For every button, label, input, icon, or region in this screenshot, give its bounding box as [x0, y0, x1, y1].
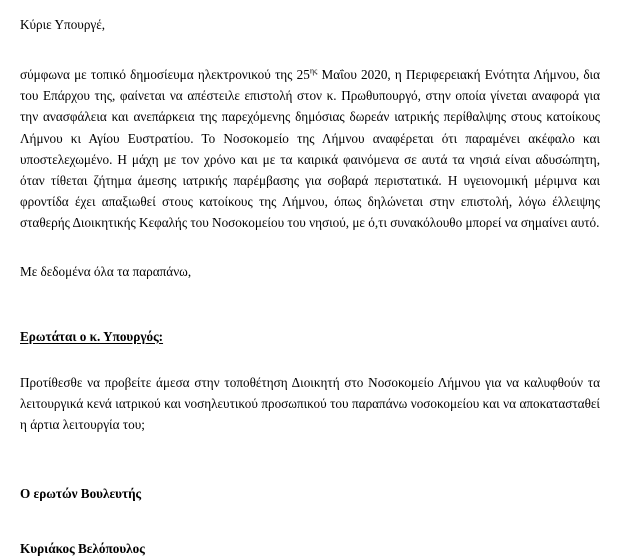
- spacer: [20, 282, 600, 326]
- spacer: [20, 347, 600, 372]
- spacer: [20, 504, 600, 538]
- signature-title: Ο ερωτών Βουλευτής: [20, 486, 142, 502]
- signature-name: Κυριάκος Βελόπουλος: [20, 541, 145, 557]
- salutation-line: Κύριε Υπουργέ,: [20, 17, 106, 32]
- document-body: [20, 0, 600, 559]
- question-heading: Ερωτάται ο κ. Υπουργός:: [20, 328, 164, 344]
- paragraph-text-before-ordinal: σύμφωνα με τοπικό δημοσίευμα ηλεκτρονικού της 25: [20, 67, 310, 82]
- question-heading-wrapper: [20, 326, 600, 347]
- paragraph-text-after-ordinal: Μαΐου 2020, η Περιφερειακή Ενότητα Λήμνου, δια του Επάρχου της, φαίνεται να απέστειλε επιστολή στον κ. Πρωθυπουργό, στην οποία γίνεται αναφορά για την ανασφάλεια και ανεπάρκεια της παρεχόμενης δημόσιας δωρεάν ιατρικής περίθαλψης στους κατοίκους Λήμνου κι Αγίου Ευστρατίου. Το Νοσοκομείο της Λήμνου αναφέρεται ότι παραμένει ακέφαλο και υποστελεχωμένο. Η μάχη με τον χρόνο και με τα καιρικά φαινόμενα σε αυτά τα νησιά είναι αδυσώπητη, όταν τίθεται ζήτημα άμεσης ιατρικής παρέμβασης για σοβαρά περιστατικά. Η υγειονομική μέριμνα και φροντίδα έχει απαξιωθεί στους κατοίκους της Λήμνου, όπως δηλώνεται στην επιστολή, λόγω έλλειψης σταθερής Διοικητικής Κεφαλής του Νοσοκομείου του νησιού, με ό,τι συνακόλουθο μπορεί να σημαίνει αυτό.: [20, 67, 600, 231]
- ordinal-suffix: ης: [309, 66, 318, 76]
- question-paragraph: Προτίθεσθε να προβείτε άμεσα στην τοποθέτηση Διοικητή στο Νοσοκομείο Λήμνου για να καλυφθούν τα λειτουργικά κενά ιατρικού και νοσηλευτικού προσωπικού του παραπάνω νοσοκομείου και να αποκατασταθεί η άρτια λειτουργία του;: [20, 374, 600, 433]
- spacer: [20, 234, 600, 261]
- spacer: [20, 35, 600, 64]
- closing-statement: Με δεδομένα όλα τα παραπάνω,: [20, 263, 192, 279]
- main-paragraph: [20, 64, 600, 234]
- spacer: [20, 435, 600, 483]
